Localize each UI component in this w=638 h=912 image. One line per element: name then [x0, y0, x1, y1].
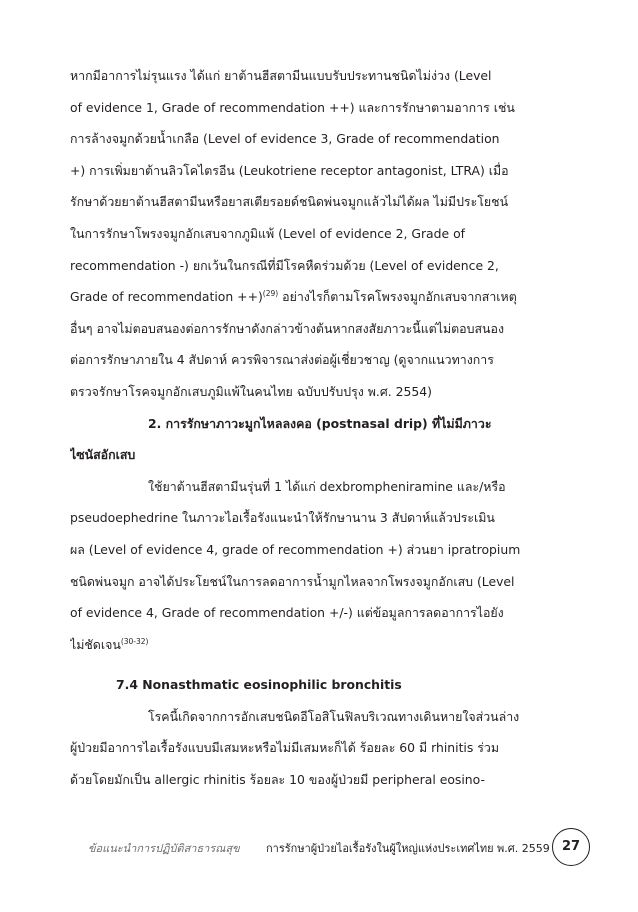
citation-30-32: (30-32) [120, 636, 149, 646]
text-line: โรคนี้เกิดจากการอักเสบชนิดอีโอสิโนฟิลบริเวณทางเดินหายใจส่วนล่าง [148, 708, 520, 724]
section-heading-postnasal-drip [70, 408, 590, 471]
text-line: ด้วยโดยมักเป็น allergic rhinitis ร้อยละ 10 ของผู้ป่วยมี peripheral eosino- [70, 772, 485, 788]
text-line: ใช้ยาต้านฮีสตามีนรุ่นที่ 1 ได้แก่ dexbrompheniramine และ/หรือ [148, 478, 506, 494]
text-line: อื่นๆ อาจไม่ตอบสนองต่อการรักษาดังกล่าวข้างต้นหากสงสัยภาวะนี้แต่ไม่ตอบสนอง [70, 320, 505, 336]
page-number: 27 [552, 828, 590, 866]
text-line: ตรวจรักษาโรคจมูกอักเสบภูมิแพ้ในคนไทย ฉบับปรับปรุง พ.ศ. 2554) [70, 383, 432, 399]
text-line: of evidence 1, Grade of recommendation ++) และการรักษาตามอาการ เช่น [70, 99, 515, 115]
text-line: of evidence 4, Grade of recommendation +/-) แต่ข้อมูลการลดอาการไอยัง [70, 605, 504, 621]
text-line: ผล (Level of evidence 4, grade of recommendation +) ส่วนยา ipratropium [70, 541, 521, 557]
paragraph-treatment-allergic-rhinitis [70, 60, 590, 408]
section-heading-7-4 [70, 669, 590, 701]
citation-29: (29) [262, 289, 279, 299]
text-line [70, 629, 590, 661]
text-line: ในการรักษาโพรงจมูกอักเสบจากภูมิแพ้ (Level of evidence 2, Grade of [70, 225, 466, 241]
text-line: การล้างจมูกด้วยน้ำเกลือ (Level of evidence 3, Grade of recommendation [70, 131, 500, 147]
text-line: ผู้ป่วยมีอาการไอเรื้อรังแบบมีเสมหะหรือไม่มีเสมหะก็ได้ ร้อยละ 60 มี rhinitis ร่วม [70, 740, 500, 756]
text-segment: ไม่ชัดเจน [70, 636, 121, 652]
footer-document-title: การรักษาผู้ป่วยไอเรื้อรังในผู้ใหญ่แห่งประเทศไทย พ.ศ. 2559 [266, 842, 550, 855]
text-line: ชนิดพ่นจมูก อาจได้ประโยชน์ในการลดอาการน้ำมูกไหลจากโพรงจมูกอักเสบ (Level [70, 573, 515, 589]
paragraph-postnasal-drip [70, 471, 590, 661]
text-line: +) การเพิ่มยาต้านลิวโคไตรอีน (Leukotriene receptor antagonist, LTRA) เมื่อ [70, 162, 509, 178]
text-line: pseudoephedrine ในภาวะไอเรื้อรังแนะนำให้รักษานาน 3 สัปดาห์แล้วประเมิน [70, 510, 495, 526]
text-line: ต่อการรักษาภายใน 4 สัปดาห์ ควรพิจารณาส่งต่อผู้เชี่ยวชาญ (ดูจากแนวทางการ [70, 352, 494, 368]
text-line [70, 281, 590, 313]
text-line: recommendation -) ยกเว้นในกรณีที่มีโรคหืดร่วมด้วย (Level of evidence 2, [70, 257, 499, 273]
heading-line: 7.4 Nonasthmatic eosinophilic bronchitis [116, 677, 402, 693]
page-footer [88, 828, 598, 868]
heading-line: 2. การรักษาภาวะมูกไหลลงคอ (postnasal drip) ที่ไม่มีภาวะ [148, 415, 492, 431]
text-line: หากมีอาการไม่รุนแรง ได้แก่ ยาต้านฮีสตามีนแบบรับประทานชนิดไม่ง่วง (Level [70, 68, 492, 83]
text-segment: อย่างไรก็ตามโรคโพรงจมูกอักเสบจากสาเหตุ [278, 289, 517, 305]
footer-series-title: ข้อแนะนำการปฏิบัติสาธารณสุข [88, 842, 240, 855]
text-segment: Grade of recommendation ++) [70, 289, 263, 305]
paragraph-eosinophilic-bronchitis [70, 701, 590, 796]
text-line: รักษาด้วยยาต้านฮีสตามีนหรือยาสเตียรอยด์ชนิดพ่นจมูกแล้วไม่ได้ผล ไม่มีประโยชน์ [70, 194, 509, 210]
document-body [70, 60, 590, 796]
heading-line: ไซนัสอักเสบ [70, 447, 136, 463]
